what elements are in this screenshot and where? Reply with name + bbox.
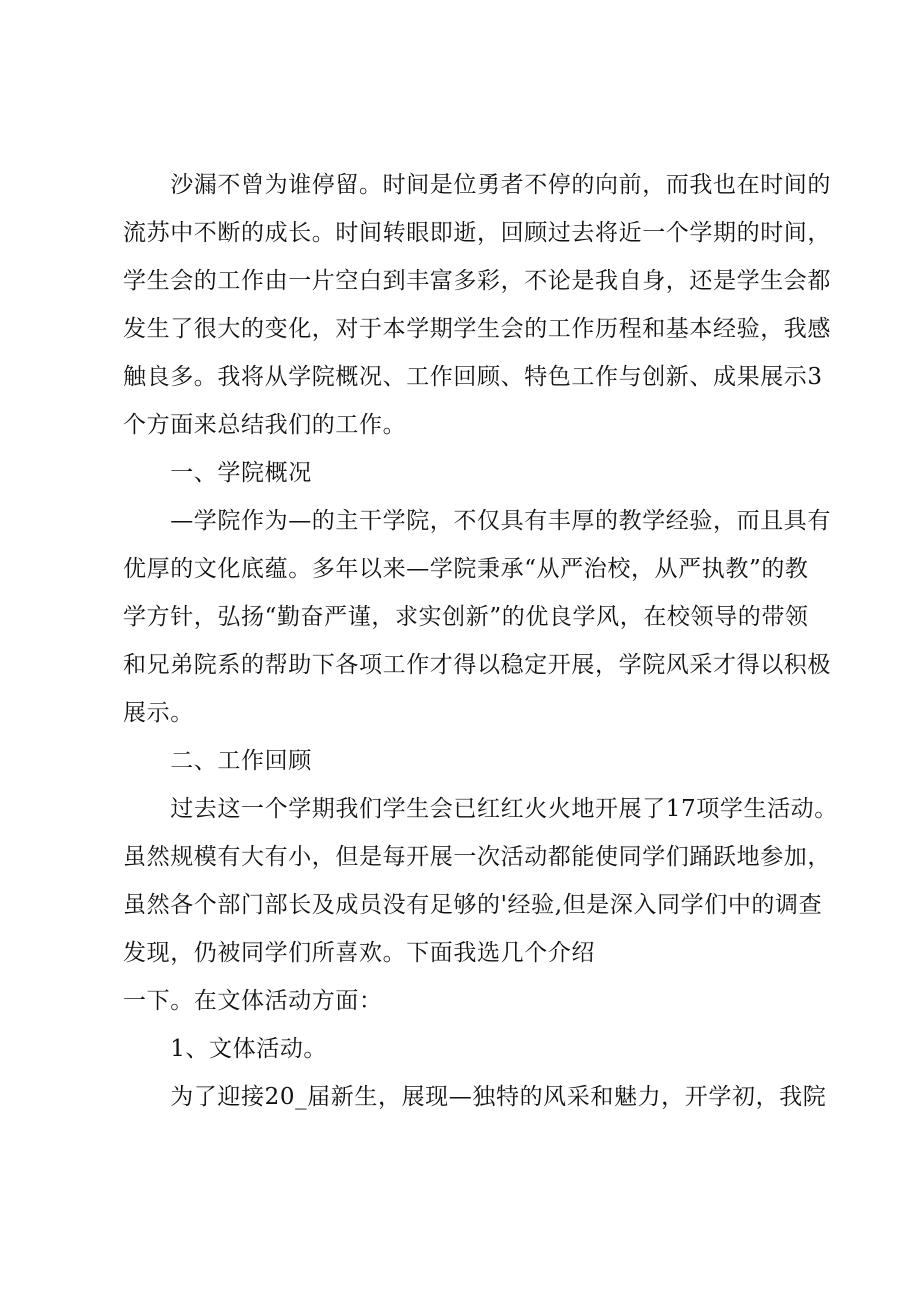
text-line: 个方面来总结我们的工作。: [123, 412, 407, 438]
text-line: 沙漏不曾为谁停留。时间是位勇者不停的向前，而我也在时间的: [123, 172, 831, 198]
section-heading: 一、学院概况: [123, 460, 312, 486]
text-line: 发生了很大的变化，对于本学期学生会的工作历程和基本经验，我感: [123, 316, 831, 342]
text-line: 发现，仍被同学们所喜欢。下面我选几个介绍: [123, 940, 595, 966]
text-line: 触良多。我将从学院概况、工作回顾、特色工作与创新、成果展示3: [123, 364, 823, 390]
text-line: —学院作为—的主干学院，不仅具有丰厚的教学经验，而且具有: [123, 508, 831, 534]
text-line: 虽然各个部门部长及成员没有足够的'经验,但是深入同学们中的调查: [123, 892, 823, 918]
text-line: 虽然规模有大有小，但是每开展一次活动都能使同学们踊跃地参加，: [123, 844, 831, 870]
text-line: 学生会的工作由一片空白到丰富多彩，不论是我自身，还是学生会都: [123, 268, 831, 294]
text-line: 和兄弟院系的帮助下各项工作才得以稳定开展，学院风采才得以积极: [123, 652, 831, 678]
text-line: 为了迎接20_届新生，展现—独特的风采和魅力，开学初，我院: [123, 1084, 827, 1110]
text-line: 学方针，弘扬“勤奋严谨，求实创新”的优良学风，在校领导的带领: [123, 604, 809, 630]
text-line: 展示。: [123, 700, 194, 726]
section-subheading: 1、文体活动。: [123, 1036, 328, 1062]
text-line: 过去这一个学期我们学生会已红红火火地开展了17项学生活动。: [123, 796, 838, 822]
section-heading: 二、工作回顾: [123, 748, 312, 774]
text-line: 一下。在文体活动方面：: [123, 988, 383, 1014]
text-line: 优厚的文化底蕴。多年以来—学院秉承“从严治校，从严执教”的教: [123, 556, 809, 582]
text-line: 流苏中不断的成长。时间转眼即逝，回顾过去将近一个学期的时间，: [123, 220, 831, 246]
